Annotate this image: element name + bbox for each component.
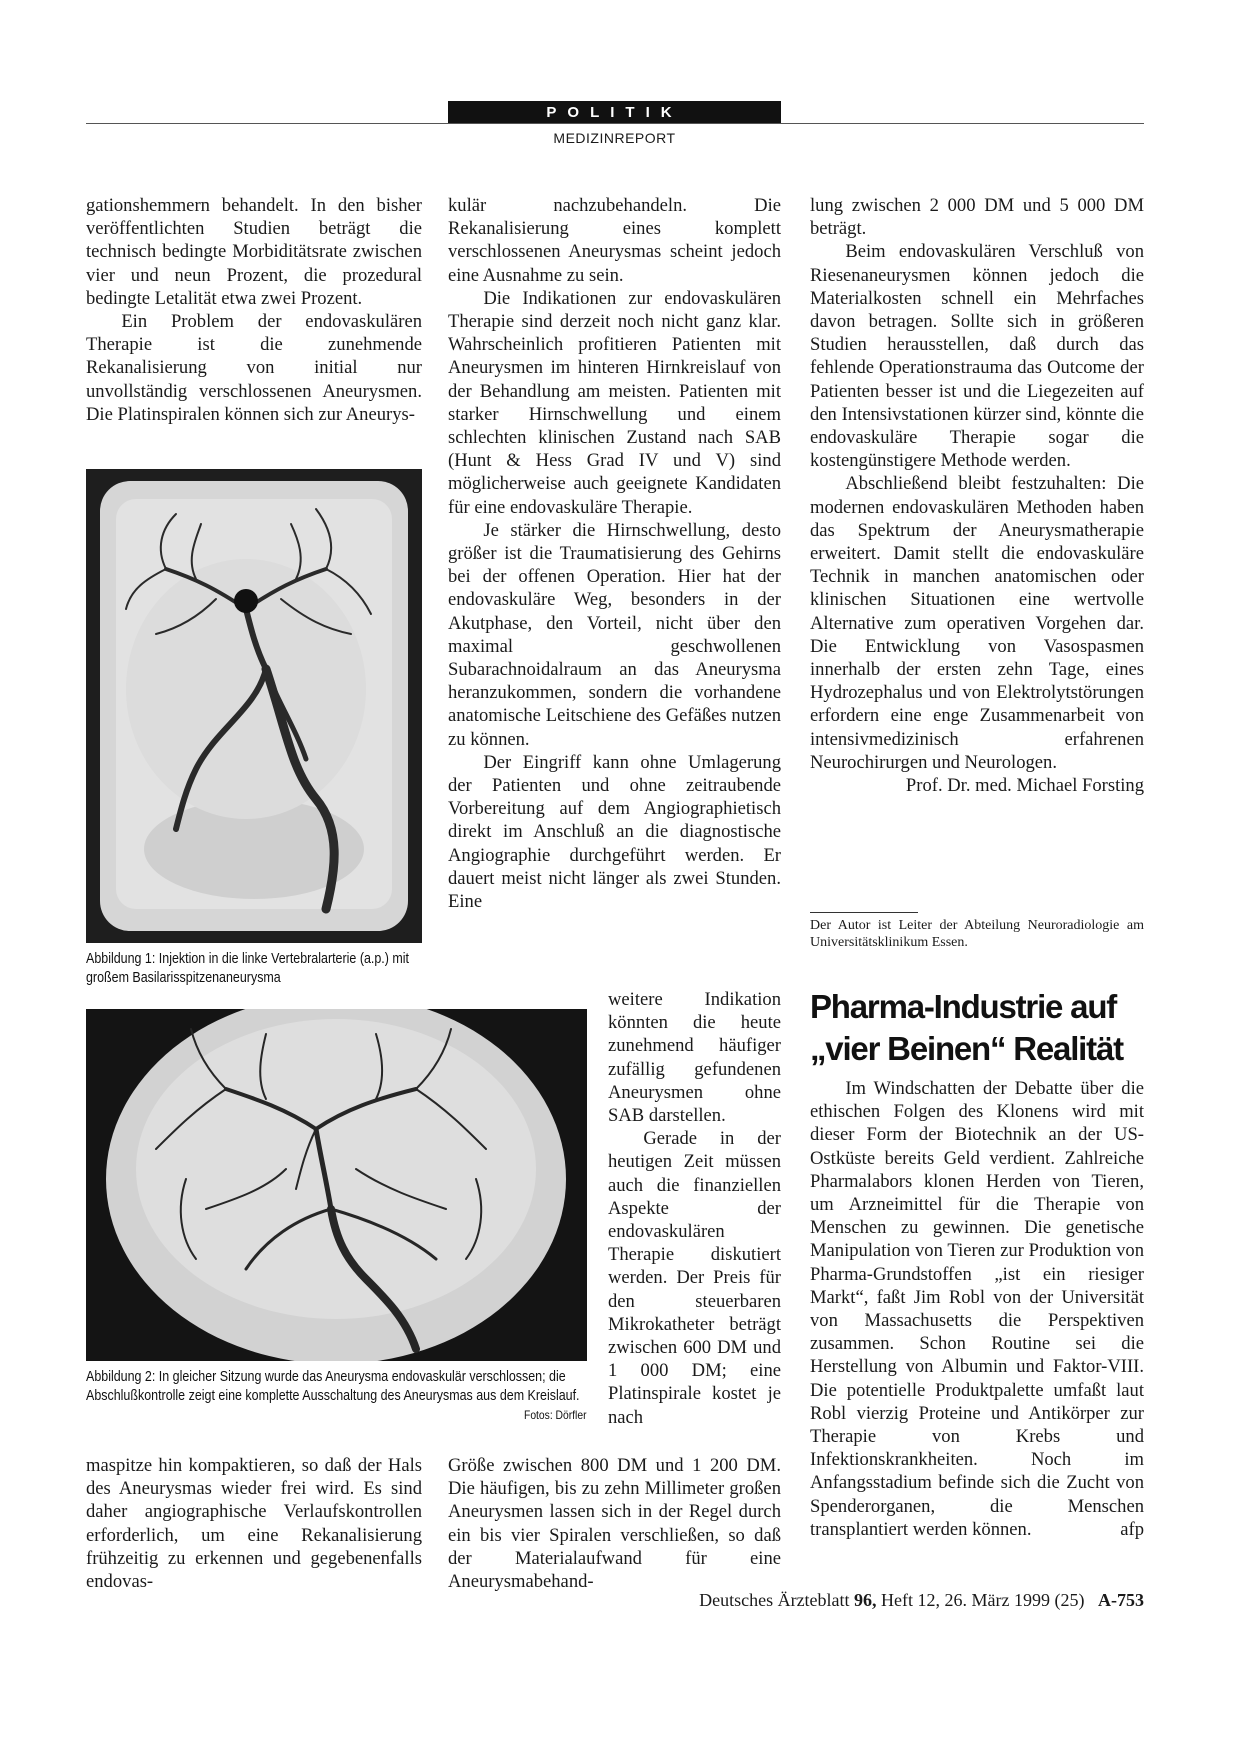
paragraph-text: Im Windschatten der Debatte über die ethischen Folgen des Klonens wird mit dieser Form der Biotechnik an der US-Ostküste bereits Geld verdient. Zahlreiche Pharmalabors klonen Herden von Tieren, um Arzneimittel für die Therapie von Menschen zu gewinnen. Die genetische Manipulation von Tieren zur Produktion von Pharma-Grundstoffen „ist ein riesiger Markt“, faßt Jim Robl von der Universität von Massachusetts die Perspektiven zusammen. Schon Routine sei die Herstellung von Albumin und Faktor-VIII. Die potentielle Produktpalette umfaßt laut Robl vierzig Proteine und Antikörper zur Therapie von Krebs und Infektionskrankheiten. Noch im Anfangsstadium befinde sich die Zucht von Spenderorganen, die Menschen transplantiert werden können. (810, 1078, 1144, 1540)
paragraph: Größe zwischen 800 DM und 1 200 DM. Die häufigen, bis zu zehn Millimeter großen Aneurysmen lassen sich in der Regel durch ein bis vier Spiralen verschließen, so daß der Materialaufwand für eine Aneurysmabehand- (448, 1455, 781, 1593)
volume-number: 96, (854, 1590, 877, 1610)
paragraph: Ein Problem der endovaskulären Therapie ist die zunehmende Rekanalisierung von initial nur unvollständig verschlossenen Aneurysmen. Die Platinspiralen können sich zur Aneurys- (86, 311, 422, 425)
issue-info: Heft 12, 26. März 1999 (25) (881, 1590, 1085, 1610)
column-2-narrow (608, 988, 781, 1429)
figure-caption-2 (86, 1368, 587, 1425)
page-number: A-753 (1098, 1590, 1144, 1610)
column-2-top (448, 194, 781, 913)
caption-text: Abbildung 2: In gleicher Sitzung wurde das Aneurysma endovaskulär verschlossen; die Abschlußkontrolle zeigt eine komplette Ausschaltung des Aneurysmas aus dem Kreislauf. (86, 1369, 580, 1404)
figure-caption-1: Abbildung 1: Injektion in die linke Vertebralarterie (a.p.) mit großem Basilarisspitzenaneurysma (86, 951, 410, 986)
article-headline: Pharma-Industrie auf „vier Beinen“ Realität (810, 988, 1123, 1067)
section-label: POLITIK (448, 101, 781, 124)
paragraph (810, 1077, 1144, 1541)
column-3-top (810, 194, 1144, 797)
paragraph: Die Indikationen zur endovaskulären Therapie sind derzeit noch nicht ganz klar. Wahrscheinlich profitieren Patienten mit Aneurysmen im hinteren Hirnkreislauf von der Behandlung am meisten. Patienten mit starker Hirnschwellung und einem schlechten klinischen Zustand nach SAB (Hunt & Hess Grad IV und V) sind möglicherweise auch geeignete Kandidaten für eine endovaskuläre Therapie. (448, 287, 781, 518)
column-3-bottom (810, 1077, 1144, 1541)
paragraph: Beim endovaskulären Verschluß von Riesenaneurysmen können jedoch die Materialkosten schnell ein Mehrfaches davon betragen. Sollte sich in größeren Studien herausstellen, daß durch das fehlende Operationstrauma das Outcome der Patienten besser ist und die Liegezeiten auf den Intensivstationen kürzer sind, könnte die endovaskuläre Therapie sogar die kostengünstigere Methode werden. (810, 241, 1144, 472)
source-tag: afp (1120, 1518, 1144, 1540)
page-footer (699, 1590, 1144, 1611)
angiogram-photo-1 (86, 469, 422, 943)
author-signature: Prof. Dr. med. Michael Forsting (905, 775, 1144, 797)
column-1-bottom (86, 1454, 422, 1593)
journal-name: Deutsches Ärzteblatt (699, 1590, 850, 1610)
paragraph: maspitze hin kompaktieren, so daß der Hals des Aneurysmas wieder frei wird. Es sind daher angiographische Verlaufskontrollen erforderlich, um eine Rekanalisierung frühzeitig zu erkennen und gegebenenfalls endovas- (86, 1455, 422, 1593)
author-note: Der Autor ist Leiter der Abteilung Neuroradiologie am Universitätsklinikum Essen. (810, 918, 1144, 950)
photo-credit: Fotos: Dörfler (524, 1408, 587, 1422)
column-1-top (86, 194, 422, 426)
paragraph: Der Eingriff kann ohne Umlagerung der Patienten und ohne zeitraubende Vorbereitung auf dem Angiographietisch direkt im Anschluß an die diagnostische Angiographie durchgeführt werden. Er dauert meist nicht länger als zwei Stunden. Eine (448, 751, 781, 913)
paragraph: kulär nachzubehandeln. Die Rekanalisierung eines komplett verschlossenen Aneurysmas scheint jedoch eine Ausnahme zu sein. (448, 195, 781, 286)
paragraph: lung zwischen 2 000 DM und 5 000 DM beträgt. (810, 195, 1144, 240)
angiogram-photo-2 (86, 1009, 587, 1361)
paragraph: weitere Indikation könnten die heute zunehmend häufiger zufällig gefundenen Aneurysmen ohne SAB darstellen. (608, 989, 781, 1127)
column-2-bottom (448, 1454, 781, 1593)
header-rule (86, 123, 1144, 124)
paragraph: Gerade in der heutigen Zeit müssen auch die finanziellen Aspekte der endovaskulären Therapie diskutiert werden. Der Preis für den steuerbaren Mikrokatheter beträgt zwischen 600 DM und 1 000 DM; eine Platinspirale kostet je nach (608, 1128, 781, 1428)
subsection-label: MEDIZINREPORT (553, 130, 676, 146)
paragraph: Abschließend bleibt festzuhalten: Die modernen endovaskulären Methoden haben das Spektrum der Aneurysmatherapie erweitert. Damit stellt die endovaskuläre Technik in manchen anatomischen oder klinischen Situationen eine wertvolle Alternative zum operativen Vorgehen dar. Die Entwicklung von Vasospasmen innerhalb der ersten zehn Tage, eines Hydrozephalus und von Elektrolytstörungen erfordern eine enge Zusammenarbeit von intensivmedizinisch erfahrenen Neurochirurgen und Neurologen. (810, 473, 1144, 773)
paragraph: Je stärker die Hirnschwellung, desto größer ist die Traumatisierung des Gehirns bei der offenen Operation. Hier hat der endovaskuläre Weg, besonders in der Akutphase, den Vorteil, nicht über den maximal geschwollenen Subarachnoidalraum an das Aneurysma heranzukommen, sondern die vorhandene anatomische Leitschiene des Gefäßes nutzen zu können. (448, 519, 781, 750)
paragraph: gationshemmern behandelt. In den bisher veröffentlichten Studien beträgt die technisch bedingte Morbiditätsrate zwischen vier und neun Prozent, die prozedural bedingte Letalität etwa zwei Prozent. (86, 195, 422, 309)
note-rule (810, 912, 918, 913)
